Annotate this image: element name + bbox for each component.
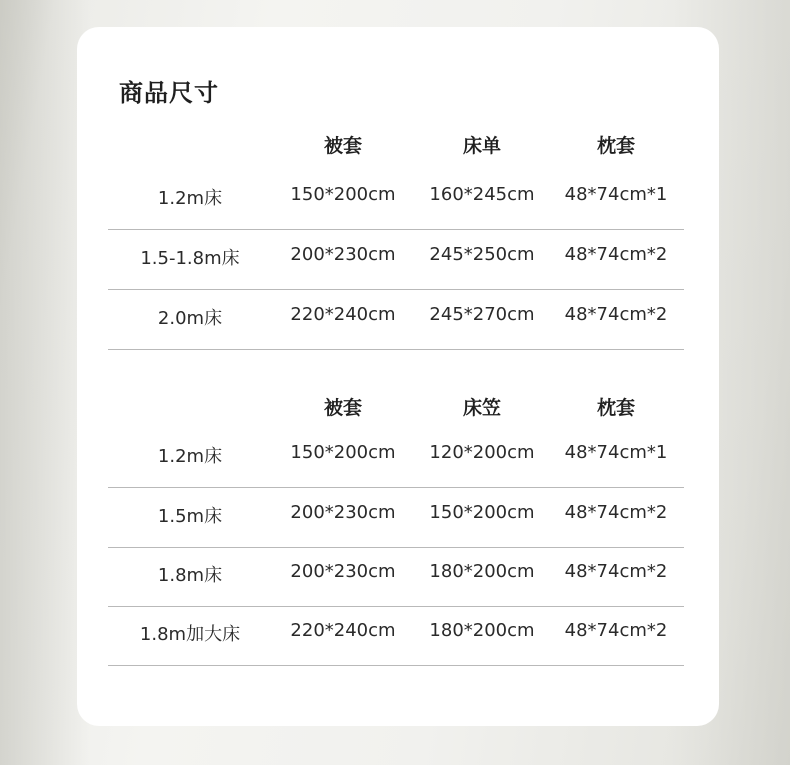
table-cell: 245*270cm [429, 304, 535, 325]
table-cell: 220*240cm [290, 620, 396, 641]
table-cell: 48*74cm*2 [564, 304, 668, 325]
table-cell: 220*240cm [290, 304, 396, 325]
table-row [108, 170, 684, 230]
table-cell: 150*200cm [429, 502, 535, 523]
table-cell: 200*230cm [290, 561, 396, 582]
size-card [77, 27, 719, 726]
table-cell: 200*230cm [290, 502, 396, 523]
table-cell: 200*230cm [290, 244, 396, 265]
table-row [108, 428, 684, 488]
table-cell: 180*200cm [429, 620, 535, 641]
header-pillowcase: 枕套 [596, 135, 635, 157]
page-title: 商品尺寸 [119, 79, 219, 107]
table-row [108, 488, 684, 548]
table-cell: 150*200cm [290, 184, 396, 205]
header-pillowcase: 枕套 [596, 397, 635, 419]
table-cell: 48*74cm*2 [564, 502, 668, 523]
table-row [108, 230, 684, 290]
table-row [108, 290, 684, 350]
header-duvet-cover: 被套 [323, 135, 362, 157]
table-row [108, 547, 684, 607]
table-cell: 48*74cm*2 [564, 620, 668, 641]
table-cell: 48*74cm*1 [564, 442, 668, 463]
bed-size-cell: 2.0m床 [157, 308, 223, 329]
bed-size-cell: 1.5-1.8m床 [140, 248, 240, 269]
header-bed-sheet: 床单 [462, 135, 501, 157]
bed-size-cell: 1.8m床 [157, 565, 223, 586]
header-fitted-sheet: 床笠 [462, 397, 501, 419]
table-row [108, 606, 684, 666]
table-cell: 180*200cm [429, 561, 535, 582]
table-cell: 48*74cm*1 [564, 184, 668, 205]
table-cell: 120*200cm [429, 442, 535, 463]
bed-size-cell: 1.8m加大床 [139, 624, 241, 645]
bed-size-cell: 1.5m床 [157, 506, 223, 527]
table-cell: 150*200cm [290, 442, 396, 463]
header-duvet-cover: 被套 [323, 397, 362, 419]
table-cell: 160*245cm [429, 184, 535, 205]
table-cell: 48*74cm*2 [564, 244, 668, 265]
table-cell: 245*250cm [429, 244, 535, 265]
bed-size-cell: 1.2m床 [157, 446, 223, 467]
bed-size-cell: 1.2m床 [157, 188, 223, 209]
table-cell: 48*74cm*2 [564, 561, 668, 582]
